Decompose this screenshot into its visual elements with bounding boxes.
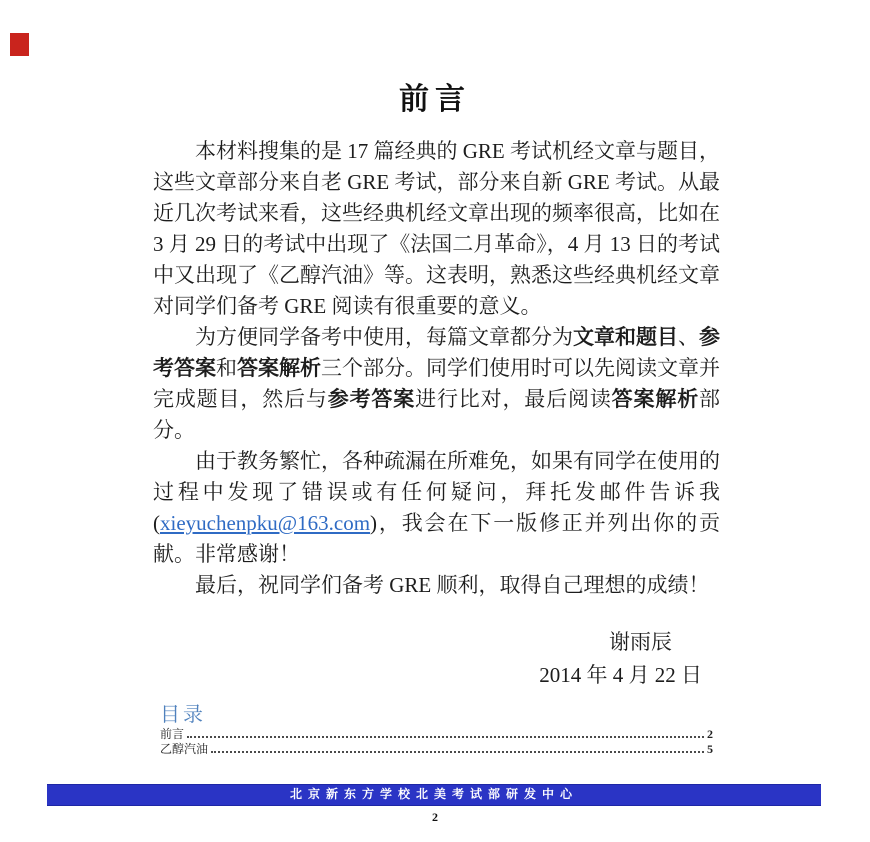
toc-dotted-leader xyxy=(187,735,704,738)
toc-entry-preface[interactable] xyxy=(160,727,713,742)
paragraph-intro-text: 本材料搜集的是 17 篇经典的 GRE 考试机经文章与题目，这些文章部分来自老 GRE 考试，部分来自新 GRE 考试。从最近几次考试来看，这些经典机经文章出现的频率很高，比如在 3 月 29 日的考试中出现了《法国二月革命》，4 月 13 日的考试中又出现了《乙醇汽油》等。这表明，熟悉这些经典机经文章对同学们备考 GRE 阅读有很重要的意义。 xyxy=(153,139,720,318)
bold-answer-analysis: 答案解析 xyxy=(237,356,321,380)
structure-text-4: 三个部分。同学们使用时可以先阅读文章并完成题目，然后与 xyxy=(153,356,720,411)
paragraph-wish xyxy=(153,570,720,601)
document-body xyxy=(153,136,720,601)
signature-name: 谢雨辰 xyxy=(609,630,672,654)
feedback-text-pre: 由于教务繁忙，各种疏漏在所难免，如果有同学在使用的过程中发现了错误或有任何疑问，拜托发邮件告诉我 ( xyxy=(153,449,720,535)
footer-banner: 北京新东方学校北美考试部研发中心 xyxy=(47,784,821,806)
toc-list xyxy=(160,727,713,757)
toc-dotted-leader xyxy=(211,750,704,753)
signature-date: 2014 年 4 月 22 日 xyxy=(539,663,702,687)
bold-reference-answers: 参考答案 xyxy=(153,325,720,380)
structure-text-3: 和 xyxy=(216,356,237,380)
feedback-text-post: )，我会在下一版修正并列出你的贡献。非常感谢！ xyxy=(153,511,720,566)
red-annotation-marker xyxy=(10,33,29,56)
paragraph-feedback xyxy=(153,446,720,570)
structure-text-5: 进行比对，最后阅读 xyxy=(415,387,612,411)
bold-reference-answers-2: 参考答案 xyxy=(327,387,416,411)
toc-entry-page: 2 xyxy=(707,727,713,741)
bold-article-and-questions: 文章和题目 xyxy=(573,325,678,349)
toc-entry-page: 5 xyxy=(707,742,713,756)
structure-text-6: 部分。 xyxy=(153,387,721,442)
paragraph-intro xyxy=(153,136,720,322)
wish-text: 最后，祝同学们备考 GRE 顺利，取得自己理想的成绩！ xyxy=(195,573,710,597)
structure-text-2: 、 xyxy=(678,325,699,349)
toc-entry-label: 乙醇汽油 xyxy=(160,742,209,756)
page-number: 2 xyxy=(432,810,438,824)
email-link[interactable]: xieyuchenpku@163.com xyxy=(160,511,371,535)
bold-answer-analysis-2: 答案解析 xyxy=(611,387,700,411)
toc-heading: 目录 xyxy=(160,704,206,726)
paragraph-structure xyxy=(153,322,720,446)
toc-entry-ethanol-gasoline[interactable] xyxy=(160,742,713,757)
toc-entry-label: 前言 xyxy=(160,727,185,741)
structure-text-1: 为方便同学备考中使用，每篇文章都分为 xyxy=(195,325,573,349)
page-title: 前言 xyxy=(399,83,471,116)
